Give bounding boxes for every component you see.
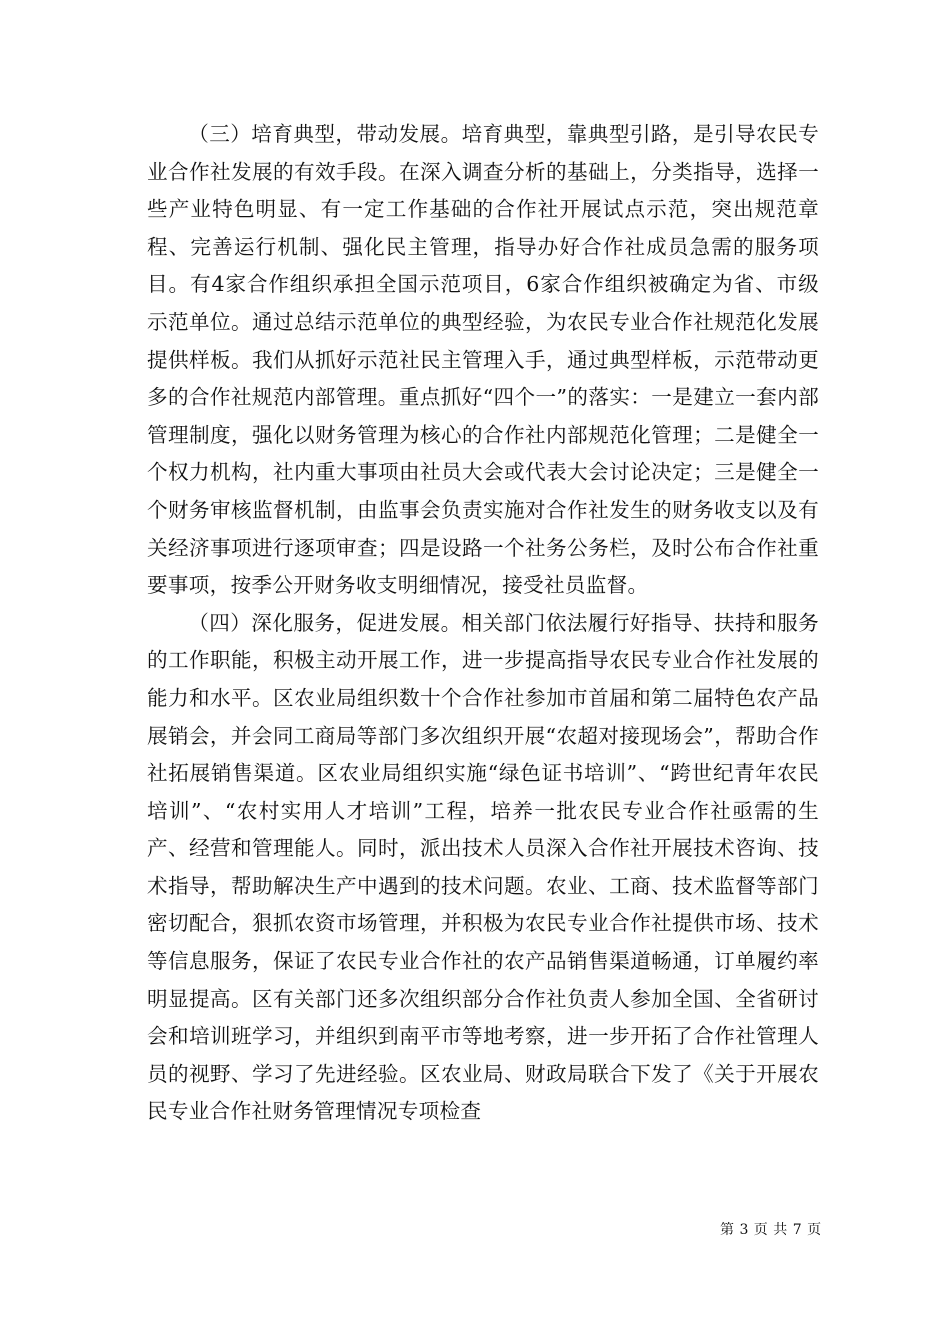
document-body: [147, 116, 819, 1131]
page-number-footer: 第 3 页 共 7 页: [720, 1222, 822, 1238]
paragraph-section-four: （四）深化服务，促进发展。相关部门依法履行好指导、扶持和服务的工作职能，积极主动开展工作，进一步提高指导农民专业合作社发展的能力和水平。区农业局组织数十个合作社参加市首届和第二届特色农产品展销会，并会同工商局等部门多次组织开展“农超对接现场会”，帮助合作社拓展销售渠道。区农业局组织实施“绿色证书培训”、“跨世纪青年农民培训”、“农村实用人才培训”工程，培养一批农民专业合作社亟需的生产、经营和管理能人。同时，派出技术人员深入合作社开展技术咨询、技术指导，帮助解决生产中遇到的技术问题。农业、工商、技术监督等部门密切配合，狠抓农资市场管理，并积极为农民专业合作社提供市场、技术等信息服务，保证了农民专业合作社的农产品销售渠道畅通，订单履约率明显提高。区有关部门还多次组织部分合作社负责人参加全国、全省研讨会和培训班学习，并组织到南平市等地考察，进一步开拓了合作社管理人员的视野、学习了先进经验。区农业局、财政局联合下发了《关于开展农民专业合作社财务管理情况专项检查: [147, 610, 819, 1124]
paragraph-section-three: （三）培育典型，带动发展。培育典型，靠典型引路，是引导农民专业合作社发展的有效手段。在深入调查分析的基础上，分类指导，选择一些产业特色明显、有一定工作基础的合作社开展试点示范，突出规范章程、完善运行机制、强化民主管理，指导办好合作社成员急需的服务项目。有4家合作组织承担全国示范项目，6家合作组织被确定为省、市级示范单位。通过总结示范单位的典型经验，为农民专业合作社规范化发展提供样板。我们从抓好示范社民主管理入手，通过典型样板，示范带动更多的合作社规范内部管理。重点抓好“四个一”的落实：一是建立一套内部管理制度，强化以财务管理为核心的合作社内部规范化管理；二是健全一个权力机构，社内重大事项由社员大会或代表大会讨论决定；三是健全一个财务审核监督机制，由监事会负责实施对合作社发生的财务收支以及有关经济事项进行逐项审查；四是设路一个社务公务栏，及时公布合作社重要事项，按季公开财务收支明细情况，接受社员监督。: [147, 122, 819, 598]
